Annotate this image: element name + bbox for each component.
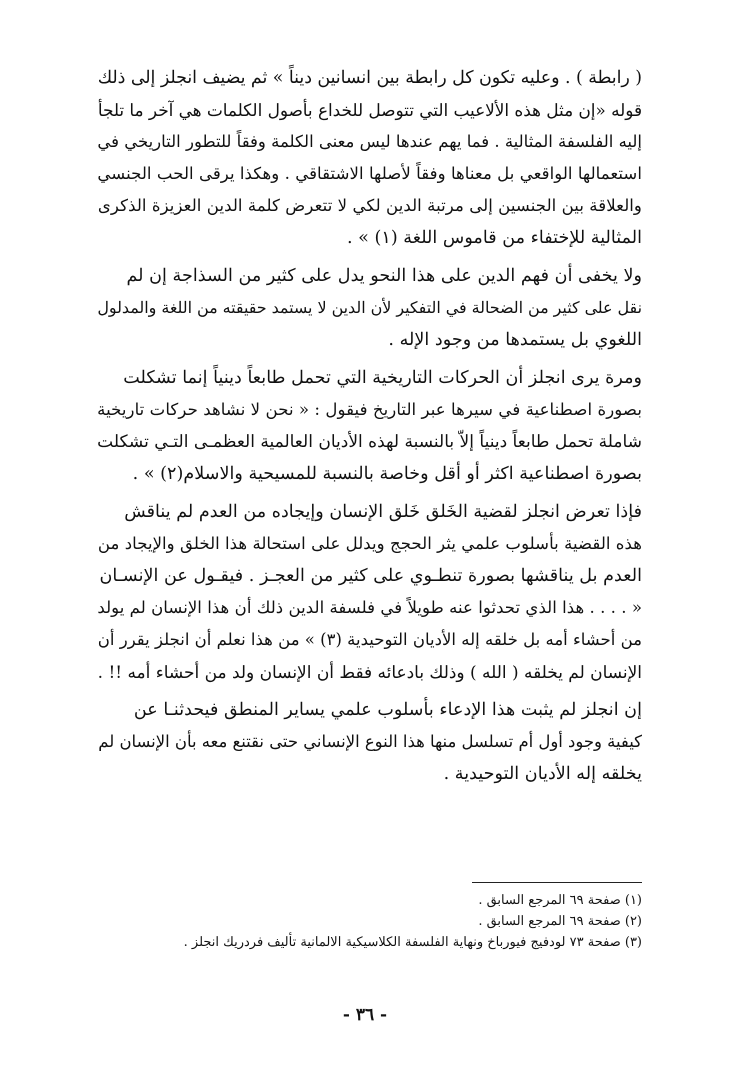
text-line: ولا يخفى أن فهم الدين على هذا النحو يدل على كثير من السذاجة إن لم — [126, 266, 642, 286]
text-line: الإنسان لم يخلقه ( الله ) وذلك بادعائه فقط أن الإنسان ولد من أحشاء أمه !! . — [97, 662, 642, 682]
footnote-1: (١) صفحة ٦٩ المرجع السابق . — [478, 893, 642, 908]
paragraph-2 — [92, 260, 642, 356]
paragraph-4 — [92, 496, 642, 688]
footnote-3: (٣) صفحة ٧٣ لودفيج فيورباخ ونهاية الفلسفة الكلاسيكية الالمانية تأليف فردريك انجلز . — [183, 935, 642, 950]
footnote-2: (٢) صفحة ٦٩ المرجع السابق . — [478, 914, 642, 929]
text-line: فإذا تعرض انجلز لقضية الخَلق خَلق الإنسان وإيجاده من العدم لم يناقش — [124, 502, 642, 522]
footnote-divider — [472, 882, 642, 883]
text-line: والعلاقة بين الجنسين إلى مرتبة الدين لكي لا تتعرض كلمة الدين العزيزة الذكرى — [97, 196, 642, 215]
text-line: « . . . . هذا الذي تحدثوا عنه طويلاً في فلسفة الدين ذلك أن هذا الإنسان لم يولد — [97, 598, 642, 617]
text-line: إن انجلز لم يثبت هذا الإدعاء بأسلوب علمي يساير المنطق فيحدثنـا عن — [133, 700, 642, 720]
text-line: ومرة يرى انجلز أن الحركات التاريخية التي تحمل طابعاً دينياً إنما تشكلت — [123, 368, 642, 388]
text-line: اللغوي بل يستمدها من وجود الإله . — [388, 330, 642, 350]
text-line: نقل على كثير من الضحالة في التفكير لأن الدين لا يستمد حقيقته من اللغة والمدلول — [97, 298, 642, 317]
footnotes — [82, 890, 642, 953]
text-line: استعمالها الواقعي بل معناها وفقاً لأصلها الاشتقاقي . وهكذا يرقى الحب الجنسي — [97, 164, 642, 183]
text-line: قوله «إن مثل هذه الألاعيب التي تتوصل للخداع بأصول الكلمات هي آخر ما تلجأ — [97, 100, 642, 120]
body-text — [92, 62, 642, 796]
text-line: العدم بل يناقشها بصورة تنطـوي على كثير من العجـز . فيقـول عن الإنسـان — [99, 566, 642, 586]
text-line: المثالية للإختفاء من قاموس اللغة (١) » . — [346, 228, 642, 248]
text-line: هذه القضية بأسلوب علمي يثر الحجج ويدلل على استحالة هذا الخلق والإيجاد من — [97, 534, 642, 553]
page-number: - ٣٦ - — [342, 1005, 388, 1025]
paragraph-5 — [92, 694, 642, 790]
text-line: من أحشاء أمه بل خلقه إله الأديان التوحيدية (٣) » من هذا نعلم أن انجلز يقرر أن — [97, 630, 642, 649]
text-line: شاملة تحمل طابعاً دينياً إلاّ بالنسبة لهذه الأديان العالمية العظمـى التـي تشكلت — [97, 432, 642, 452]
text-line: ( رابطة ) . وعليه تكون كل رابطة بين انسانين ديناً » ثم يضيف انجلز إلى ذلك — [97, 68, 642, 88]
paragraph-1 — [92, 62, 642, 254]
text-line: بصورة اصطناعية اكثر أو أقل وخاصة بالنسبة للمسيحية والاسلام(٢) » . — [132, 464, 642, 484]
text-line: إليه الفلسفة المثالية . فما يهم عندها ليس معنى الكلمة وفقاً للتطور التاريخي في — [97, 132, 642, 151]
paragraph-3 — [92, 362, 642, 490]
text-line: يخلقه إله الأديان التوحيدية . — [443, 764, 642, 784]
text-line: كيفية وجود أول أم تسلسل منها هذا النوع الإنساني حتى نقتنع معه بأن الإنسان لم — [98, 732, 642, 751]
text-line: بصورة اصطناعية في سيرها عبر التاريخ فيقول : « نحن لا نشاهد حركات تاريخية — [97, 400, 642, 419]
